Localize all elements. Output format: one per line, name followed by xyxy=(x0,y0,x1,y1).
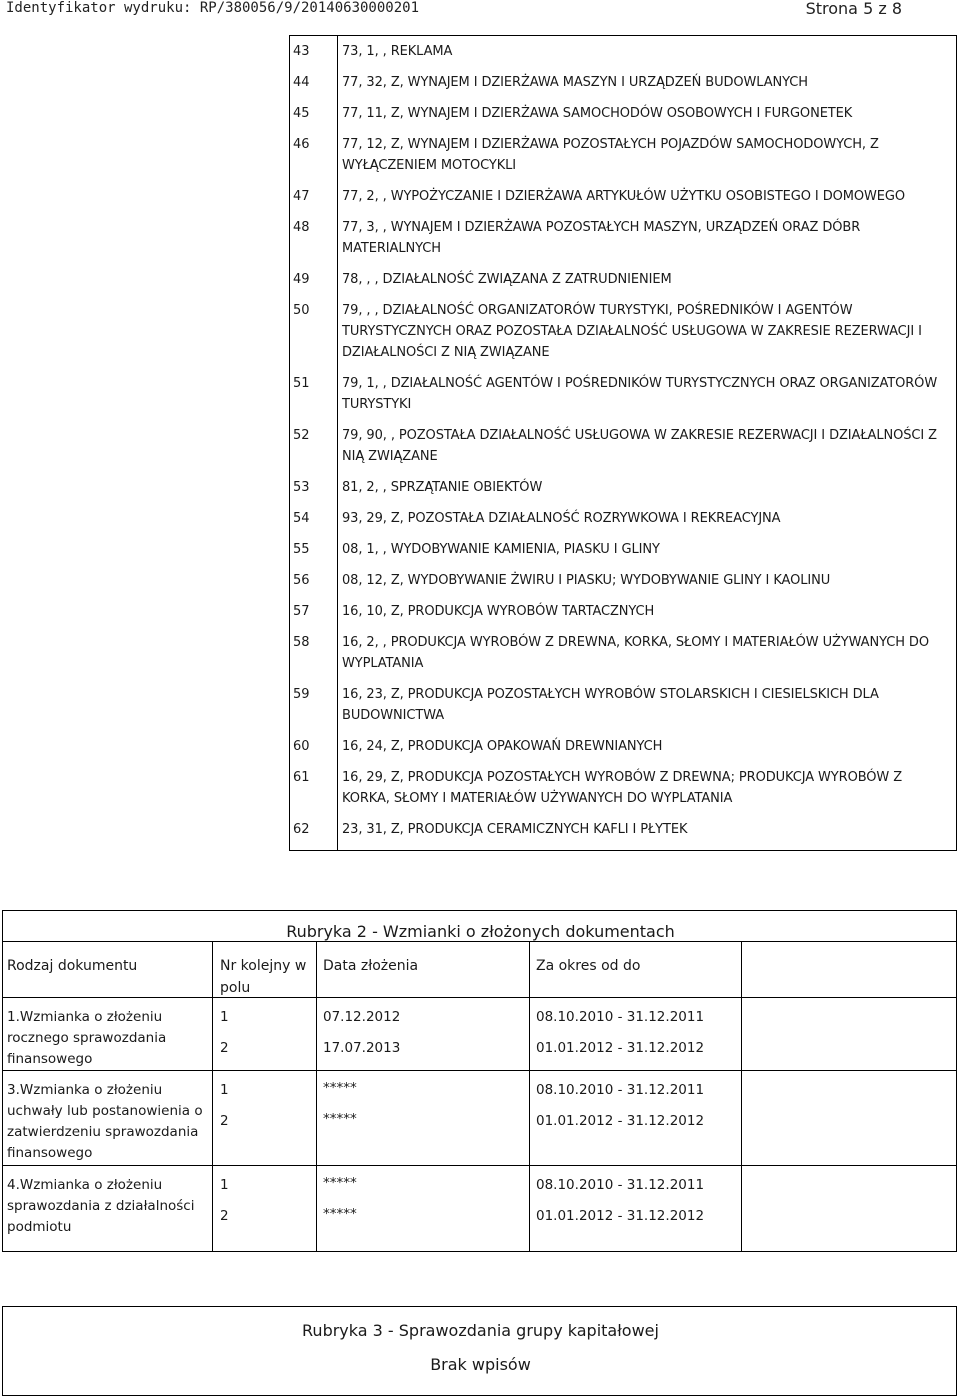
col-divider xyxy=(316,941,317,1251)
date-cell: ***** xyxy=(323,1206,357,1222)
row-number: 62 xyxy=(293,822,310,837)
date-cell: 17.07.2013 xyxy=(323,1040,401,1056)
pkd-activity-table xyxy=(289,35,957,851)
row-number: 49 xyxy=(293,272,310,287)
seq-cell: 2 xyxy=(220,1208,229,1224)
table-row xyxy=(290,819,956,850)
table-row xyxy=(290,601,956,632)
row-number: 43 xyxy=(293,44,310,59)
seq-cell: 2 xyxy=(220,1040,229,1056)
col-header-doc-type: Rodzaj dokumentu xyxy=(7,958,138,974)
activity-description: 16, 24, Z, PRODUKCJA OPAKOWAŃ DREWNIANYCH xyxy=(342,739,663,754)
row-number: 52 xyxy=(293,428,310,443)
row-number: 61 xyxy=(293,770,310,785)
period-cell: 08.10.2010 - 31.12.2011 xyxy=(536,1009,705,1025)
table-row xyxy=(290,508,956,539)
table-row xyxy=(290,477,956,508)
col-header-period: Za okres od do xyxy=(536,958,641,974)
table-row xyxy=(290,300,956,373)
table-row xyxy=(290,72,956,103)
activity-description: 16, 23, Z, PRODUKCJA POZOSTAŁYCH WYROBÓW STOLARSKICH I CIESIELSKICH DLA BUDOWNICTWA xyxy=(342,687,879,723)
row-number: 45 xyxy=(293,106,310,121)
row-number: 60 xyxy=(293,739,310,754)
table-row xyxy=(290,134,956,186)
activity-description: 77, 12, Z, WYNAJEM I DZIERŻAWA POZOSTAŁYCH POJAZDÓW SAMOCHODOWYCH, Z WYŁĄCZENIEM MOTOCYKLI xyxy=(342,137,879,173)
period-cell: 08.10.2010 - 31.12.2011 xyxy=(536,1177,705,1193)
table-row xyxy=(290,767,956,819)
row-number: 55 xyxy=(293,542,310,557)
seq-cell: 1 xyxy=(220,1177,229,1193)
empty-state-text: Brak wpisów xyxy=(430,1355,531,1374)
print-identifier: Identyfikator wydruku: RP/380056/9/20140630000201 xyxy=(6,0,420,16)
row-number: 44 xyxy=(293,75,310,90)
section-2-title: Rubryka 2 - Wzmianki o złożonych dokumentach xyxy=(286,922,675,941)
table-row xyxy=(290,632,956,684)
row-number: 48 xyxy=(293,220,310,235)
activity-description: 79, , , DZIAŁALNOŚĆ ORGANIZATORÓW TURYSTYKI, POŚREDNIKÓW I AGENTÓW TURYSTYCZNYCH ORAZ POZOSTAŁA DZIAŁALNOŚĆ USŁUGOWA W ZAKRESIE REZERWACJI I DZIAŁALNOŚCI Z NIĄ ZWIĄZANE xyxy=(342,303,922,360)
row-number: 47 xyxy=(293,189,310,204)
row-number: 50 xyxy=(293,303,310,318)
activity-description: 77, 11, Z, WYNAJEM I DZIERŻAWA SAMOCHODÓW OSOBOWYCH I FURGONETEK xyxy=(342,106,853,121)
section-2-documents xyxy=(2,910,957,1252)
table-row xyxy=(290,684,956,736)
row-number: 51 xyxy=(293,376,310,391)
period-cell: 01.01.2012 - 31.12.2012 xyxy=(536,1040,705,1056)
activity-description: 81, 2, , SPRZĄTANIE OBIEKTÓW xyxy=(342,480,543,495)
seq-cell: 1 xyxy=(220,1082,229,1098)
row-number: 53 xyxy=(293,480,310,495)
seq-cell: 2 xyxy=(220,1113,229,1129)
row-divider xyxy=(3,1070,956,1071)
row-number: 59 xyxy=(293,687,310,702)
doc-type-cell: 4.Wzmianka o złożeniu sprawozdania z działalności podmiotu xyxy=(7,1177,195,1235)
row-divider xyxy=(3,1165,956,1166)
col-divider xyxy=(212,941,213,1251)
table-row xyxy=(290,539,956,570)
table-row xyxy=(290,373,956,425)
period-cell: 08.10.2010 - 31.12.2011 xyxy=(536,1082,705,1098)
col-header-seq-no: Nr kolejny w polu xyxy=(220,958,307,996)
row-number: 54 xyxy=(293,511,310,526)
activity-description: 79, 90, , POZOSTAŁA DZIAŁALNOŚĆ USŁUGOWA W ZAKRESIE REZERWACJI I DZIAŁALNOŚCI Z NIĄ ZWIĄZANE xyxy=(342,428,937,464)
table-row xyxy=(290,217,956,269)
activity-description: 08, 1, , WYDOBYWANIE KAMIENIA, PIASKU I GLINY xyxy=(342,542,660,557)
row-number: 57 xyxy=(293,604,310,619)
activity-description: 73, 1, , REKLAMA xyxy=(342,44,453,59)
activity-description: 77, 32, Z, WYNAJEM I DZIERŻAWA MASZYN I URZĄDZEŃ BUDOWLANYCH xyxy=(342,75,808,90)
col-header-date: Data złożenia xyxy=(323,958,419,974)
table-row xyxy=(290,425,956,477)
activity-description: 79, 1, , DZIAŁALNOŚĆ AGENTÓW I POŚREDNIKÓW TURYSTYCZNYCH ORAZ ORGANIZATORÓW TURYSTYKI xyxy=(342,376,938,412)
activity-description: 78, , , DZIAŁALNOŚĆ ZWIĄZANA Z ZATRUDNIENIEM xyxy=(342,272,672,287)
doc-type-cell: 3.Wzmianka o złożeniu uchwały lub postanowienia o zatwierdzeniu sprawozdania finansowego xyxy=(7,1082,203,1161)
period-cell: 01.01.2012 - 31.12.2012 xyxy=(536,1208,705,1224)
section-3-title: Rubryka 3 - Sprawozdania grupy kapitałowej xyxy=(302,1321,659,1340)
header-divider xyxy=(3,941,956,942)
date-cell: ***** xyxy=(323,1175,357,1191)
row-number: 46 xyxy=(293,137,310,152)
col-divider xyxy=(741,941,742,1251)
activity-description: 16, 10, Z, PRODUKCJA WYROBÓW TARTACZNYCH xyxy=(342,604,655,619)
table-row xyxy=(290,570,956,601)
activity-description: 77, 2, , WYPOŻYCZANIE I DZIERŻAWA ARTYKUŁÓW UŻYTKU OSOBISTEGO I DOMOWEGO xyxy=(342,189,905,204)
row-divider xyxy=(3,997,956,998)
col-divider xyxy=(529,941,530,1251)
table-row xyxy=(290,269,956,300)
table-row xyxy=(290,186,956,217)
row-number: 58 xyxy=(293,635,310,650)
activity-description: 16, 29, Z, PRODUKCJA POZOSTAŁYCH WYROBÓW Z DREWNA; PRODUKCJA WYROBÓW Z KORKA, SŁOMY I MATERIAŁÓW UŻYWANYCH DO WYPLATANIA xyxy=(342,770,903,806)
period-cell: 01.01.2012 - 31.12.2012 xyxy=(536,1113,705,1129)
activity-description: 08, 12, Z, WYDOBYWANIE ŻWIRU I PIASKU; WYDOBYWANIE GLINY I KAOLINU xyxy=(342,573,831,588)
row-number: 56 xyxy=(293,573,310,588)
table-row xyxy=(290,103,956,134)
activity-description: 16, 2, , PRODUKCJA WYROBÓW Z DREWNA, KORKA, SŁOMY I MATERIAŁÓW UŻYWANYCH DO WYPLATANIA xyxy=(342,635,929,671)
pkd-column-divider xyxy=(337,36,338,850)
section-3-capital-group xyxy=(2,1306,957,1396)
date-cell: 07.12.2012 xyxy=(323,1009,401,1025)
activity-description: 77, 3, , WYNAJEM I DZIERŻAWA POZOSTAŁYCH MASZYN, URZĄDZEŃ ORAZ DÓBR MATERIALNYCH xyxy=(342,220,861,256)
activity-description: 93, 29, Z, POZOSTAŁA DZIAŁALNOŚĆ ROZRYWKOWA I REKREACYJNA xyxy=(342,511,781,526)
table-row xyxy=(290,36,956,72)
date-cell: ***** xyxy=(323,1080,357,1096)
page-number: Strona 5 z 8 xyxy=(805,0,902,18)
seq-cell: 1 xyxy=(220,1009,229,1025)
date-cell: ***** xyxy=(323,1111,357,1127)
table-row xyxy=(290,736,956,767)
activity-description: 23, 31, Z, PRODUKCJA CERAMICZNYCH KAFLI I PŁYTEK xyxy=(342,822,688,837)
doc-type-cell: 1.Wzmianka o złożeniu rocznego sprawozdania finansowego xyxy=(7,1009,167,1067)
